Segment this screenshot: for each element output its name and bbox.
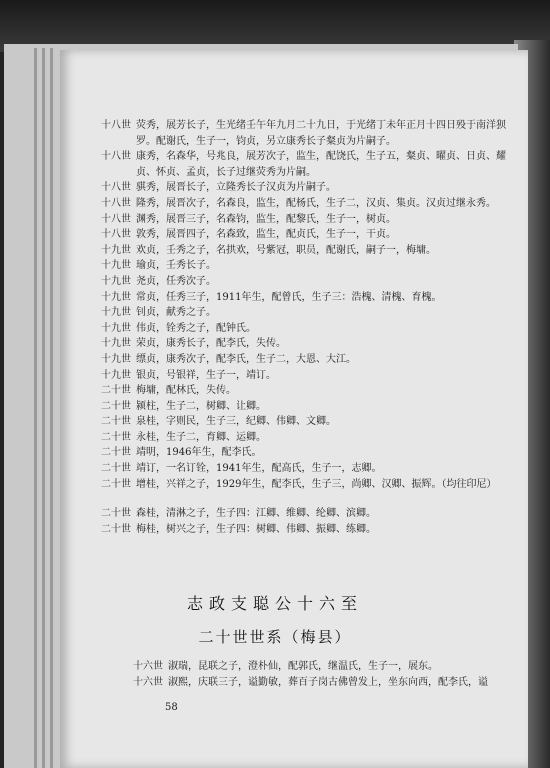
- generation-label: 二十世: [101, 478, 131, 490]
- entry-text: 瑜贞，壬秀长子。: [136, 260, 216, 272]
- genealogy-entry: [92, 336, 512, 352]
- section-subheading: 二十世世系（梅县）: [198, 628, 352, 646]
- entry-text: 森桂，清淋之子，生子四：江卿、维卿、纶卿、滨卿。: [136, 508, 376, 520]
- generation-label: 十八世: [101, 151, 131, 163]
- entry-text: 靖订，一名订铨，1941年生，配高氏，生子一，志卿。: [136, 463, 382, 475]
- genealogy-entry: [92, 445, 512, 461]
- entry-text: 常贞，任秀三子，1911年生，配曾氏，生子三：浩槐、清槐、育槐。: [136, 291, 442, 303]
- genealogy-entry: [92, 368, 512, 384]
- generation-label: 十九世: [101, 369, 131, 381]
- generation-label: 十八世: [101, 120, 131, 131]
- generation-label: 二十世: [101, 400, 131, 412]
- generation-label: 十六世: [133, 677, 163, 688]
- genealogy-entry: [92, 352, 512, 368]
- generation-label: 十九世: [101, 291, 131, 303]
- genealogy-entry: [92, 399, 512, 415]
- entry-text: 伟贞，铨秀之子，配钟氏。: [136, 322, 256, 334]
- genealogy-entry: [92, 212, 512, 228]
- generation-label: 十八世: [101, 197, 131, 209]
- generation-label: 二十世: [101, 431, 131, 443]
- entry-text: 梅墉，配林氏，失传。: [136, 385, 236, 397]
- genealogy-list-bottom: [124, 659, 524, 691]
- genealogy-entry: [92, 305, 512, 321]
- entry-text: 尧贞，任秀次子。: [136, 275, 216, 287]
- genealogy-entry: [92, 243, 512, 259]
- page-edge: [42, 48, 45, 768]
- entry-text: 渊秀，展晋三子，名森钧，监生，配黎氏，生子一，树贞。: [136, 213, 396, 225]
- genealogy-entry: [92, 149, 512, 180]
- genealogy-entry: [92, 274, 512, 290]
- entry-text: 银贞，号银祥，生子一，靖订。: [136, 369, 276, 381]
- generation-label: 十九世: [101, 275, 131, 287]
- entry-text: 欢贞，壬秀之子，名拱欢，号紫冠，职员，配谢氏，嗣子一，梅墉。: [136, 244, 436, 256]
- generation-label: 十九世: [101, 338, 131, 350]
- genealogy-list-mid: [92, 506, 512, 537]
- genealogy-list-top: [92, 118, 512, 492]
- generation-label: 十六世: [133, 661, 163, 672]
- page-edge: [34, 48, 37, 768]
- generation-label: 十九世: [101, 353, 131, 365]
- page-number: 58: [165, 702, 178, 713]
- generation-label: 二十世: [101, 508, 131, 520]
- genealogy-entry: [92, 522, 512, 538]
- entry-text: 缥贞，康秀次子，配李氏，生子二，大恩、大江。: [136, 353, 356, 365]
- entry-text: 骐秀，展晋长子，立隆秀长子汉贞为片嗣子。: [136, 182, 336, 194]
- entry-text: 靖明，1946年生，配李氏。: [136, 447, 262, 459]
- entry-text: 梅桂，树兴之子，生子四：树卿、伟卿、振卿、练卿。: [136, 523, 376, 535]
- generation-label: 十九世: [101, 307, 131, 319]
- generation-label: 十九世: [101, 260, 131, 272]
- genealogy-entry: [92, 477, 512, 493]
- generation-label: 十八世: [101, 182, 131, 194]
- entry-text: 隆秀，展晋次子，名森良，监生，配杨氏，生子二，汉贞、集贞。汉贞过继永秀。: [136, 197, 496, 209]
- generation-label: 二十世: [101, 416, 131, 428]
- genealogy-entry: [92, 383, 512, 399]
- genealogy-entry: [92, 290, 512, 306]
- entry-text: 敦秀，展晋四子，名森致，监生，配贞氏，生子一，干贞。: [136, 229, 396, 241]
- entry-text: 淑熙，庆联三子，谥勤敏，葬百子岗古佛曾发上，坐东向西，配李氏，谥: [168, 677, 488, 688]
- genealogy-entry: [92, 196, 512, 212]
- generation-label: 二十世: [101, 463, 131, 475]
- generation-label: 十九世: [101, 244, 131, 256]
- genealogy-entry: [124, 675, 524, 691]
- genealogy-entry: [92, 258, 512, 274]
- entry-text: 荧秀，展芳长子，生光绪壬午年九月二十九日，于光绪丁未年正月十四日殁于南洋狈罗。配谢氏，生子一，钧贞，另立康秀长子粲贞为片嗣子。: [136, 120, 506, 147]
- entry-text: 颍柱，生子二，树卿、让卿。: [136, 400, 266, 412]
- genealogy-entry: [92, 506, 512, 522]
- entry-text: 钊贞，献秀之子。: [136, 307, 216, 319]
- page-edge: [50, 48, 53, 768]
- generation-label: 二十世: [101, 447, 131, 459]
- generation-label: 二十世: [101, 523, 131, 535]
- genealogy-entry: [92, 414, 512, 430]
- genealogy-entry: [92, 118, 512, 149]
- genealogy-text: [92, 118, 512, 537]
- generation-label: 十八世: [101, 213, 131, 225]
- entry-text: 荣贞，康秀长子，配李氏，失传。: [136, 338, 286, 350]
- generation-label: 二十世: [101, 385, 131, 397]
- genealogy-entry: [124, 659, 524, 675]
- entry-text: 增桂，兴祥之子，1929年生，配李氏，生子三，尚卿、汉卿、振辉。（均往印尼）: [136, 478, 497, 490]
- section-heading: 志政支聪公十六至: [186, 594, 363, 613]
- generation-label: 十九世: [101, 322, 131, 334]
- genealogy-entry: [92, 180, 512, 196]
- entry-text: 康秀，名森华，号兆良，展芳次子，监生，配饶氏，生子五，粲贞、曜贞、日贞、耀贞、怀贞、孟贞，长子过继荧秀为片嗣。: [136, 151, 506, 178]
- genealogy-entry: [92, 227, 512, 243]
- entry-text: 泉桂，字则民，生子三，纪卿、伟卿、文卿。: [136, 416, 336, 428]
- generation-label: 十八世: [101, 229, 131, 241]
- entry-text: 永桂，生子二，育卿、运卿。: [136, 431, 266, 443]
- genealogy-entry: [92, 461, 512, 477]
- entry-text: 淑瑞，昆联之子，澄朴仙，配郭氏，继温氏，生子一，展东。: [168, 661, 438, 672]
- genealogy-entry: [92, 430, 512, 446]
- genealogy-entry: [92, 321, 512, 337]
